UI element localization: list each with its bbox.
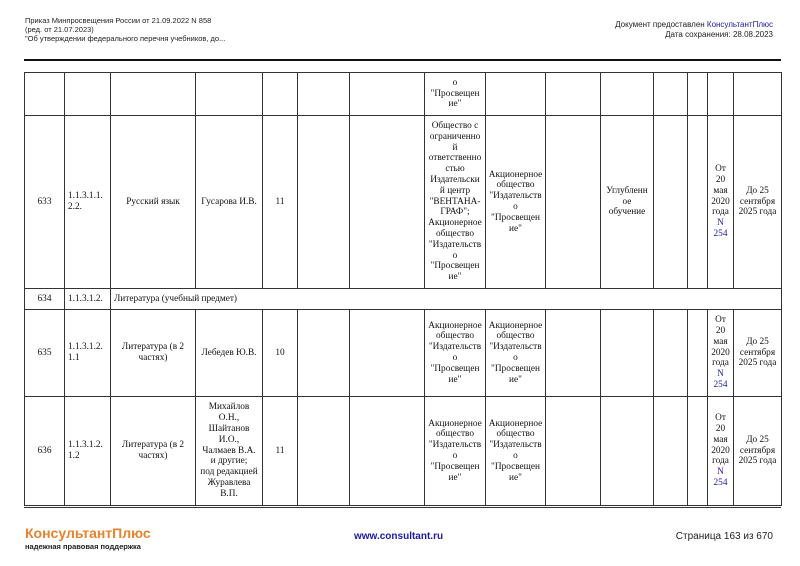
row-number: 636	[25, 397, 65, 506]
order-date: От 20 мая 2020 года	[711, 413, 730, 467]
order-date: От 20 мая 2020 года	[711, 315, 730, 369]
table-row	[25, 397, 782, 506]
table-row-continuation	[25, 73, 782, 116]
row-code: 1.1.3.1.2. 1.1	[65, 310, 111, 397]
row-number: 633	[25, 116, 65, 289]
row-authors: Михайлов О.Н., Шайтанов И.О., Чалмаев В.А. и другие; под редакцией Журавлева В.П.	[196, 397, 263, 506]
row-grade: 10	[263, 310, 298, 397]
table-bottom-rule	[24, 507, 781, 508]
row-title: Литература (в 2 частях)	[111, 310, 196, 397]
page-number: Страница 163 из 670	[675, 531, 773, 542]
table-row	[25, 116, 782, 289]
row-publisher: Акционерное общество "Издательств о "Просвещен ие"	[425, 310, 486, 397]
footer-logo: КонсультантПлюс	[25, 525, 151, 541]
header-divider	[24, 59, 781, 61]
header-line: (ред. от 21.07.2023)	[25, 25, 94, 34]
document-header-info	[615, 20, 773, 40]
row-publisher: Общество с ограниченно й ответственно стью Издательски й центр "ВЕНТАНА- ГРАФ"; Акционерное общество "Издательств о "Просвещен ие"	[425, 116, 486, 289]
document-header-title	[25, 16, 225, 43]
provider-link[interactable]: КонсультантПлюс	[706, 20, 773, 29]
row-title: Русский язык	[111, 116, 196, 289]
saved-date: Дата сохранения: 28.08.2023	[665, 30, 773, 39]
order-link[interactable]: N 254	[713, 467, 728, 488]
textbook-table	[24, 72, 782, 506]
table-section-row	[25, 289, 782, 310]
provided-by-label: Документ предоставлен	[615, 20, 707, 29]
row-order	[708, 116, 734, 289]
section-number: 634	[25, 289, 65, 310]
order-date: От 20 мая 2020 года	[711, 164, 730, 218]
section-title: Литература (учебный предмет)	[111, 289, 782, 310]
row-number: 635	[25, 310, 65, 397]
row-producer: Акционерное общество "Издательств о "Просвещен ие"	[486, 310, 546, 397]
table-row	[25, 310, 782, 397]
row-publisher: Акционерное общество "Издательств о "Просвещен ие"	[425, 397, 486, 506]
order-link[interactable]: N 254	[713, 369, 728, 390]
row-authors: Гусарова И.В.	[196, 116, 263, 289]
row-producer: Акционерное общество "Издательств о "Просвещен ие"	[486, 116, 546, 289]
footer-url-link[interactable]: www.consultant.ru	[354, 531, 444, 542]
order-link[interactable]: N 254	[713, 218, 728, 239]
row-authors: Лебедев Ю.В.	[196, 310, 263, 397]
row-valid-until: До 25 сентября 2025 года	[734, 397, 782, 506]
section-code: 1.1.3.1.2.	[65, 289, 111, 310]
row-grade: 11	[263, 397, 298, 506]
row-order	[708, 397, 734, 506]
header-line: "Об утверждении федерального перечня учебников, до...	[25, 34, 226, 43]
row-order	[708, 310, 734, 397]
row-grade: 11	[263, 116, 298, 289]
row-valid-until: До 25 сентября 2025 года	[734, 310, 782, 397]
row-code: 1.1.3.1.2. 1.2	[65, 397, 111, 506]
row-producer: Акционерное общество "Издательств о "Просвещен ие"	[486, 397, 546, 506]
row-level: Углубленн ое обучение	[601, 116, 654, 289]
publisher-cell: о "Просвещен ие"	[425, 73, 486, 116]
row-valid-until: До 25 сентября 2025 года	[734, 116, 782, 289]
footer-tagline: надежная правовая поддержка	[25, 542, 141, 551]
row-code: 1.1.3.1.1. 2.2.	[65, 116, 111, 289]
header-line: Приказ Минпросвещения России от 21.09.2022 N 858	[25, 16, 212, 25]
row-title: Литература (в 2 частях)	[111, 397, 196, 506]
